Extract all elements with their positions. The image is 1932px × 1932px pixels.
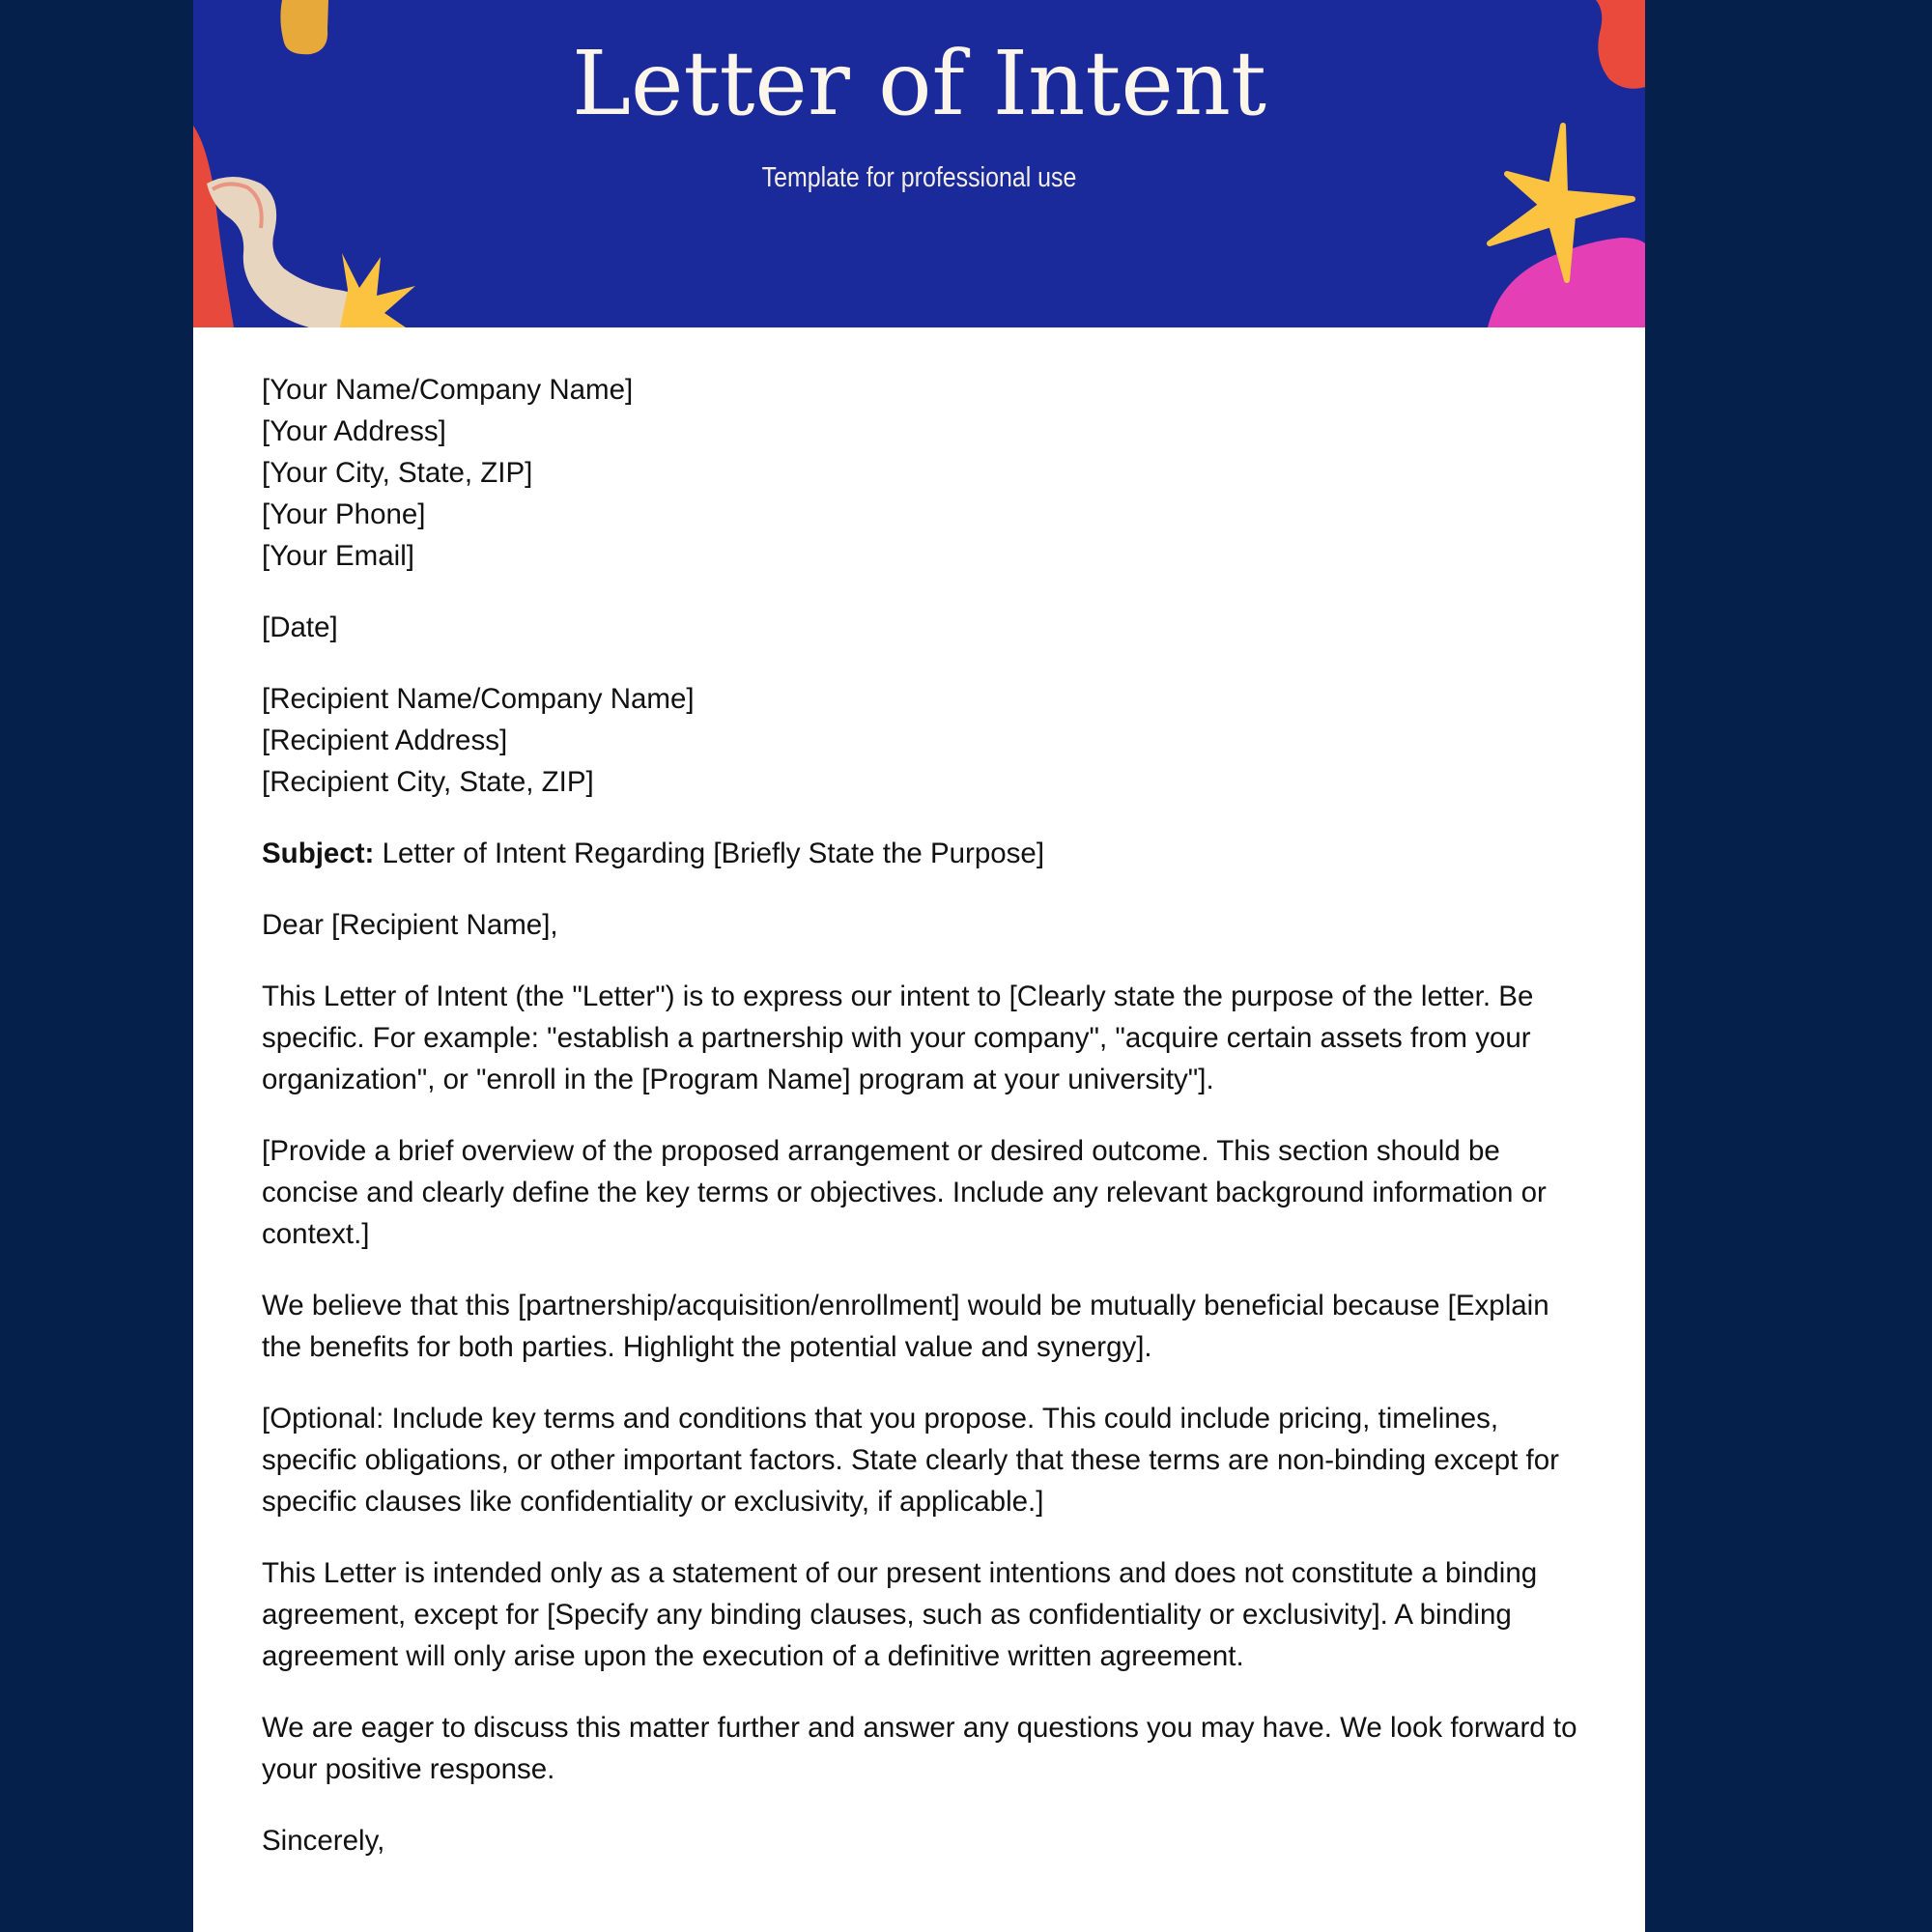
recipient-address: [Recipient Address] — [262, 724, 508, 756]
subject-text: Letter of Intent Regarding [Briefly State the Purpose] — [374, 838, 1045, 869]
star-icon — [340, 253, 415, 327]
sender-city-state-zip: [Your City, State, ZIP] — [262, 457, 533, 489]
sender-email: [Your Email] — [262, 540, 414, 572]
recipient-name: [Recipient Name/Company Name] — [262, 683, 695, 715]
letter-page — [193, 0, 1645, 1932]
paragraph-overview: [Provide a brief overview of the proposed arrangement or desired outcome. This section should be concise and clearly define the key terms or objectives. Include any relevant background information or context.] — [262, 1135, 1547, 1250]
sender-block — [262, 369, 1595, 577]
recipient-city-state-zip: [Recipient City, State, ZIP] — [262, 766, 594, 798]
subject-label: Subject: — [262, 838, 375, 869]
page-subtitle: Template for professional use — [761, 162, 1077, 193]
header-banner — [193, 0, 1645, 327]
letter-body — [262, 369, 1595, 1891]
paint-blob-icon — [193, 126, 234, 327]
paragraph-non-binding: This Letter is intended only as a statement of our present intentions and does not constitute a binding agreement, except for [Specify any binding clauses, such as confidentiality or exclusivity]. A binding agreement will only arise upon the execution of a definitive written agreement. — [262, 1557, 1538, 1672]
recipient-block — [262, 678, 1595, 803]
paragraph-terms: [Optional: Include key terms and conditions that you propose. This could include pricing, timelines, specific obligations, or other important factors. State clearly that these terms are non-binding except for specific clauses like confidentiality or exclusivity, if applicable.] — [262, 1403, 1559, 1518]
subject-line — [262, 833, 1595, 874]
sender-phone: [Your Phone] — [262, 498, 426, 530]
page-title: Letter of Intent — [571, 32, 1267, 135]
sender-address: [Your Address] — [262, 415, 446, 447]
paragraph-purpose: This Letter of Intent (the "Letter") is to express our intent to [Clearly state the purpose of the letter. Be specific. For example: "establish a partnership with your company", "acquire certain assets from your organization", or "enroll in the [Program Name] program at your university"]. — [262, 980, 1534, 1095]
paragraph-benefits: We believe that this [partnership/acquisition/enrollment] would be mutually beneficial because [Explain the benefits for both parties. Highlight the potential value and synergy]. — [262, 1290, 1549, 1363]
letter-date: [Date] — [262, 611, 338, 643]
closing: Sincerely, — [262, 1825, 385, 1857]
sender-name: [Your Name/Company Name] — [262, 374, 634, 406]
salutation: Dear [Recipient Name], — [262, 909, 558, 941]
paragraph-closing-remarks: We are eager to discuss this matter further and answer any questions you may have. We look forward to your positive response. — [262, 1712, 1577, 1785]
